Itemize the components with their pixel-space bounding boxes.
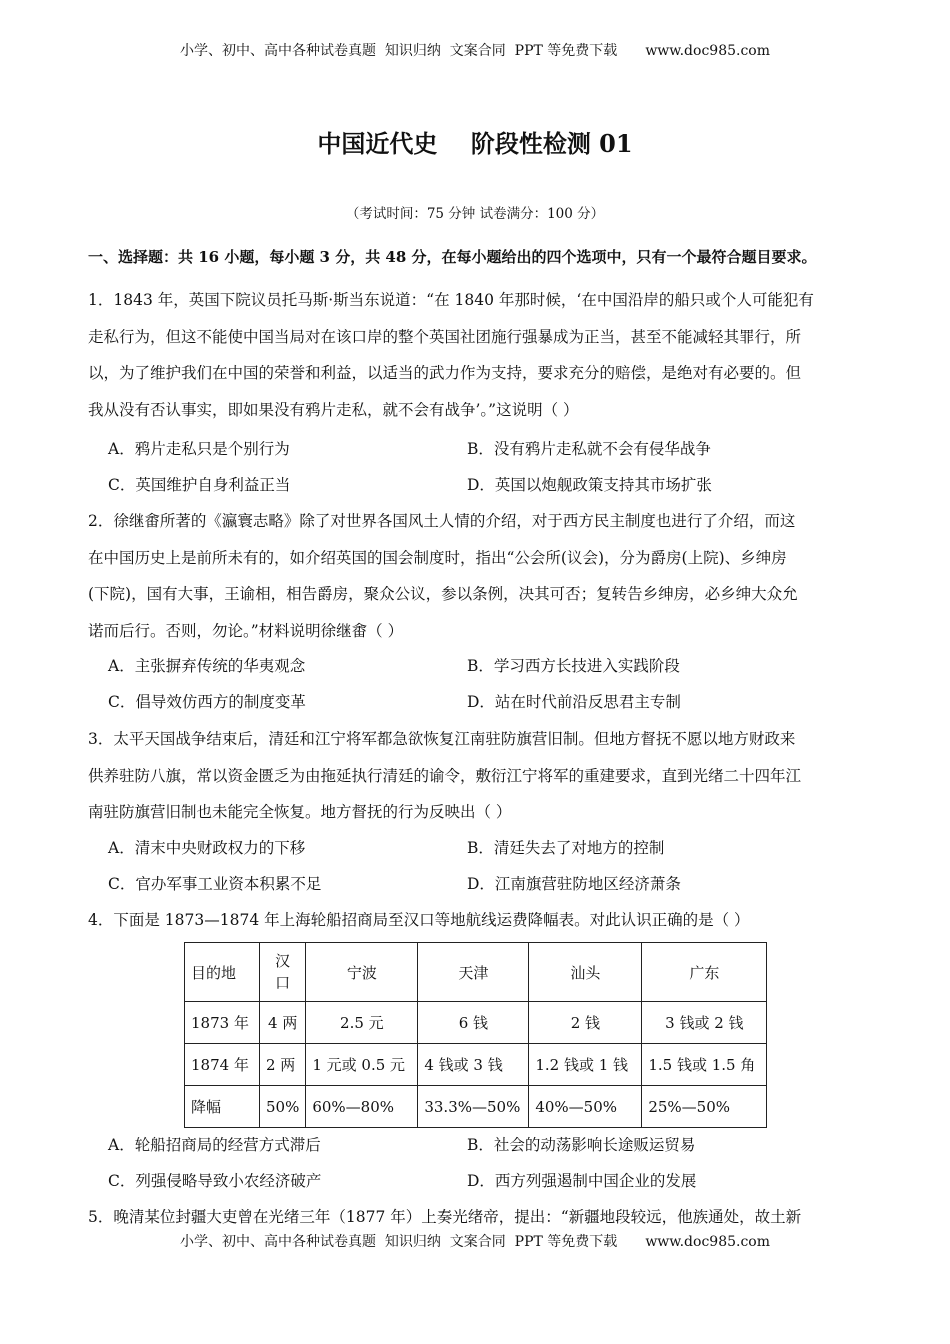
question-line: 2．徐继畬所著的《瀛寰志略》除了对世界各国风土人情的介绍，对于西方民主制度也进行了介绍，而这 xyxy=(88,512,796,530)
question-line: 在中国历史上是前所未有的，如介绍英国的国会制度时，指出“公会所(议会)，分为爵房(上院)、乡绅房 xyxy=(88,548,787,567)
question-line: 诺而后行。否则，勿论。”材料说明徐继畬（ ） xyxy=(88,621,404,640)
question-1-options xyxy=(108,432,868,503)
table-cell: 50% xyxy=(260,1086,306,1128)
question-2-options xyxy=(108,649,868,720)
table-cell: 1 元或 0.5 元 xyxy=(306,1044,418,1086)
table-cell: 1.2 钱或 1 钱 xyxy=(529,1044,642,1086)
question-line: 4．下面是 1873—1874 年上海轮船招商局至汉口等地航线运费降幅表。对此认识正确的是（ ） xyxy=(88,911,750,929)
option-d[interactable]: D．英国以炮舰政策支持其市场扩张 xyxy=(467,475,712,494)
question-4-options xyxy=(108,1128,868,1199)
question-3-options xyxy=(108,831,868,902)
table-cell: 3 钱或 2 钱 xyxy=(642,1002,767,1044)
option-b[interactable]: B．社会的动荡影响长途贩运贸易 xyxy=(467,1136,696,1154)
table-header: 广东 xyxy=(642,943,767,1002)
question-line: 以，为了维护我们在中国的荣誉和利益，以适当的武力作为支持，要求充分的赔偿，是绝对有必要的。但 xyxy=(88,364,802,383)
table-row xyxy=(185,1086,767,1128)
option-d[interactable]: D．西方列强遏制中国企业的发展 xyxy=(467,1171,697,1190)
table-cell: 40%—50% xyxy=(529,1086,642,1128)
option-c[interactable]: C．英国维护自身利益正当 xyxy=(108,475,291,494)
table-header-row xyxy=(185,943,767,1002)
table-cell: 4 两 xyxy=(260,1002,306,1044)
question-line: 供养驻防八旗，常以资金匮乏为由拖延执行清廷的谕令，敷衍江宁将军的重建要求，直到光绪二十四年江 xyxy=(88,766,802,785)
table-cell: 6 钱 xyxy=(418,1002,529,1044)
question-line: 1．1843 年，英国下院议员托马斯·斯当东说道：“在 1840 年那时候，‘在中国沿岸的船只或个人可能犯有 xyxy=(88,291,814,309)
option-c[interactable]: C．倡导效仿西方的制度变革 xyxy=(108,692,306,711)
table-header: 目的地 xyxy=(185,943,260,1002)
question-2 xyxy=(88,503,868,649)
question-line: 走私行为，但这不能使中国当局对在该口岸的整个英国社团施行强暴成为正当，甚至不能减轻其罪行，所 xyxy=(88,327,802,346)
question-line: 5．晚清某位封疆大吏曾在光绪三年（1877 年）上奏光绪帝，提出：“新疆地段较远，他族通处，故土新 xyxy=(88,1208,802,1226)
table-cell: 降幅 xyxy=(185,1086,260,1128)
table-row xyxy=(185,1044,767,1086)
question-line: 我从没有否认事实，即如果没有鸦片走私，就不会有战争’。”这说明（ ） xyxy=(88,400,579,419)
option-c[interactable]: C．官办军事工业资本积累不足 xyxy=(108,874,322,893)
option-c[interactable]: C．列强侵略导致小农经济破产 xyxy=(108,1171,322,1190)
footer-text: 小学、初中、高中各种试卷真题 知识归纳 文案合同 PPT 等免费下载 xyxy=(179,1234,618,1250)
option-b[interactable]: B．清廷失去了对地方的控制 xyxy=(467,839,665,857)
page-title: 中国近代史 阶段性检测 01 xyxy=(317,129,633,158)
table-cell: 1874 年 xyxy=(185,1044,260,1086)
exam-info: （考试时间：75 分钟 试卷满分：100 分） xyxy=(345,206,605,222)
header-link[interactable]: www.doc985.com xyxy=(645,43,770,59)
question-1 xyxy=(88,282,868,428)
question-3 xyxy=(88,721,868,831)
table-header: 天津 xyxy=(418,943,529,1002)
page-header xyxy=(0,40,950,60)
option-b[interactable]: B．没有鸦片走私就不会有侵华战争 xyxy=(467,440,711,458)
table-cell: 2.5 元 xyxy=(306,1002,418,1044)
table-cell: 60%—80% xyxy=(306,1086,418,1128)
question-line: 3．太平天国战争结束后，清廷和江宁将军都急欲恢复江南驻防旗营旧制。但地方督抚不愿以地方财政来 xyxy=(88,730,796,748)
table-header: 汉口 xyxy=(260,943,306,1002)
option-b[interactable]: B．学习西方长技进入实践阶段 xyxy=(467,657,680,675)
table-cell: 2 两 xyxy=(260,1044,306,1086)
table-cell: 25%—50% xyxy=(642,1086,767,1128)
option-a[interactable]: A．主张摒弃传统的华夷观念 xyxy=(108,657,306,675)
option-d[interactable]: D．江南旗营驻防地区经济萧条 xyxy=(467,874,681,893)
option-a[interactable]: A．清末中央财政权力的下移 xyxy=(108,839,306,857)
freight-table xyxy=(184,942,767,1128)
table-header: 汕头 xyxy=(529,943,642,1002)
table-cell: 4 钱或 3 钱 xyxy=(418,1044,529,1086)
table-row xyxy=(185,1002,767,1044)
table-cell: 1.5 钱或 1.5 角 xyxy=(642,1044,767,1086)
question-4 xyxy=(88,902,868,939)
question-line: 南驻防旗营旧制也未能完全恢复。地方督抚的行为反映出（ ） xyxy=(88,803,512,822)
question-line: (下院)，国有大事，王谕相，相告爵房，聚众公议，参以条例，决其可否；复转告乡绅房，必乡绅大众允 xyxy=(88,585,798,604)
page-footer xyxy=(0,1231,950,1251)
option-a[interactable]: A．鸦片走私只是个别行为 xyxy=(108,440,290,458)
section-heading: 一、选择题：共 16 小题，每小题 3 分，共 48 分，在每小题给出的四个选项中，只有一个最符合题目要求。 xyxy=(88,248,817,266)
footer-link[interactable]: www.doc985.com xyxy=(645,1234,770,1250)
table-header: 宁波 xyxy=(306,943,418,1002)
table-cell: 1873 年 xyxy=(185,1002,260,1044)
table-cell: 2 钱 xyxy=(529,1002,642,1044)
table-cell: 33.3%—50% xyxy=(418,1086,529,1128)
option-a[interactable]: A．轮船招商局的经营方式滞后 xyxy=(108,1136,321,1154)
option-d[interactable]: D．站在时代前沿反思君主专制 xyxy=(467,692,681,711)
header-text: 小学、初中、高中各种试卷真题 知识归纳 文案合同 PPT 等免费下载 xyxy=(179,43,618,59)
